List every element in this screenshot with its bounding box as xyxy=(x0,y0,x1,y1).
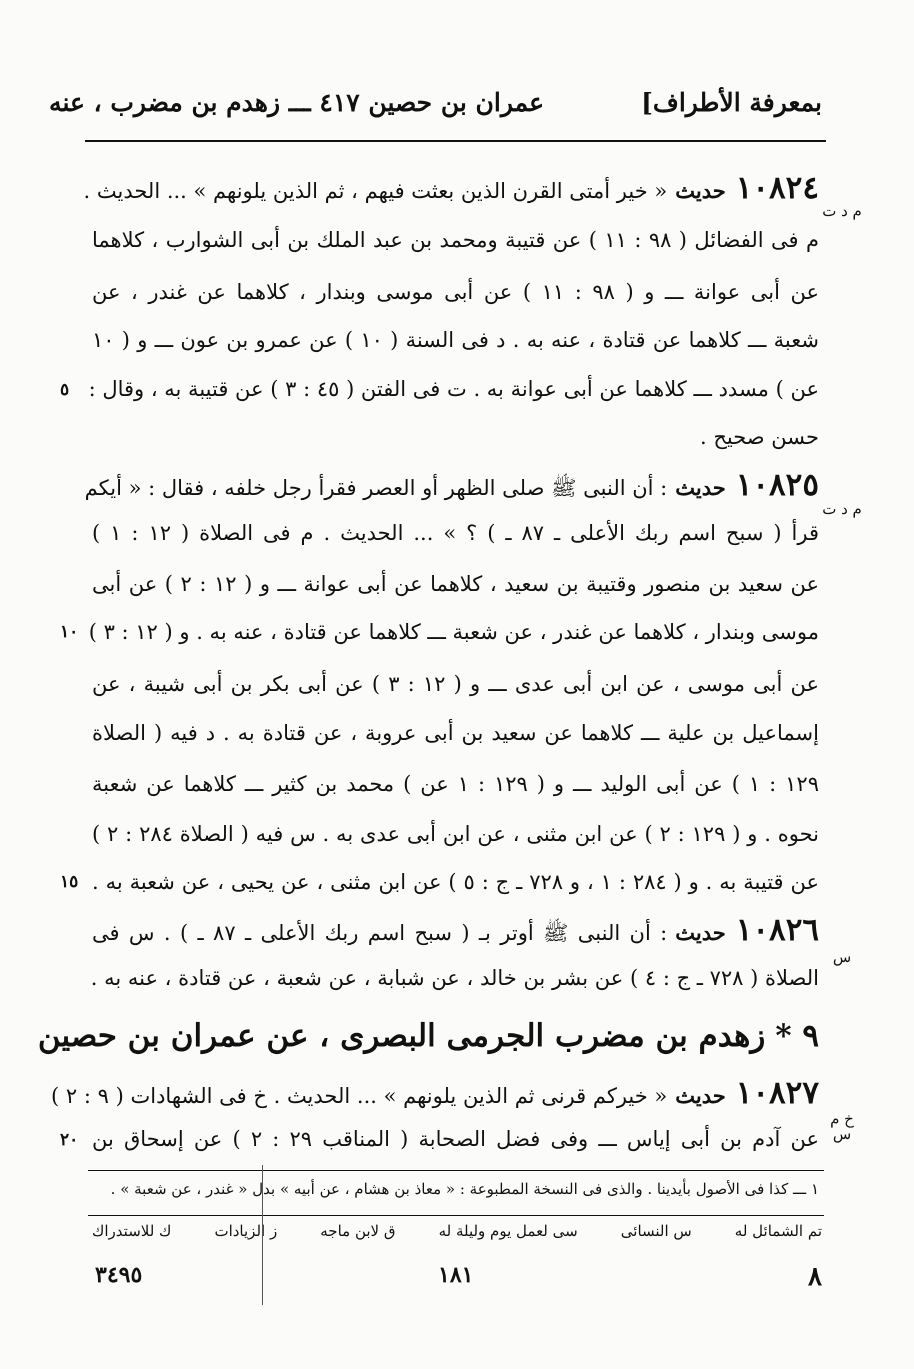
hadith-number: ١٠٨٢٥ xyxy=(735,467,819,503)
hadith-number: ١٠٨٢٧ xyxy=(735,1075,819,1111)
entry-heading: حديث xyxy=(675,178,726,203)
margin-siglum: م د ت xyxy=(822,202,862,220)
margin-siglum: س xyxy=(832,948,852,966)
abbr-item: ز الزيادات xyxy=(214,1222,278,1240)
line-number-10: ١٠ xyxy=(60,622,79,642)
running-header-center: عمران بن حصين ٤١٧ ـــ زهدم بن مضرب ، عنه xyxy=(49,88,544,117)
entry-10825-line-6: إسماعيل بن علية ـــ كلاهما عن سعيد بن أبى عروبة ، عن قتادة به . د فيه ( الصلاة xyxy=(92,721,819,745)
entry-text: : أن النبى ﷺ أوتر بـ ( سبح اسم ربك الأعلى ـ ٨٧ ـ ) . س فى xyxy=(92,921,668,945)
hadith-number: ١٠٨٢٤ xyxy=(735,170,819,206)
header-rule xyxy=(85,140,826,142)
entry-10825-line-4: موسى وبندار ، كلاهما عن غندر ، عن شعبة ـــ كلاهما عن قتادة ، عنه به . و ( ١٢ : ٣ ) xyxy=(88,620,819,644)
page-number: ١٨١ xyxy=(438,1262,474,1288)
running-header-right: بمعرفة الأطراف] xyxy=(641,88,822,117)
section-title-text: زهدم بن مضرب الجرمى البصرى ، عن عمران بن حصين xyxy=(37,1018,766,1054)
entry-heading: حديث xyxy=(675,920,726,945)
entry-text: « خير أمتى القرن الذين بعثت فيهم ، ثم الذين يلونهم » ... الحديث . xyxy=(83,179,668,203)
abbr-item: سى لعمل يوم وليلة له xyxy=(438,1222,578,1240)
entry-10824-line-3: عن أبى عوانة ـــ و ( ٩٨ : ١١ ) عن أبى موسى وبندار ، كلاهما عن غندر ، عن xyxy=(92,280,819,304)
entry-10827-line-2: عن آدم بن أبى إياس ـــ وفى فضل الصحابة ( المناقب ٢٩ : ٢ ) عن إسحاق بن xyxy=(92,1127,819,1151)
entry-10825-line-9: عن قتيبة به . و ( ٢٨٤ : ١ ، و ٧٢٨ ـ ج : ٥ ) عن ابن مثنى ، عن يحيى ، عن شعبة به . xyxy=(92,870,819,894)
entry-10827-line-1 xyxy=(51,1075,819,1111)
hadith-number: ١٠٨٢٦ xyxy=(735,912,820,948)
entry-10824-line-5: عن ) مسدد ـــ كلاهما عن أبى عوانة به . ت فى الفتن ( ٤٥ : ٣ ) عن قتيبة به ، وقال : xyxy=(88,377,819,401)
entry-10825-line-8: نحوه . و ( ١٢٩ : ٢ ) عن ابن مثنى ، عن ابن أبى عدى به . س فيه ( الصلاة ٢٨٤ : ٢ ) xyxy=(92,822,819,846)
scan-artifact-line xyxy=(262,1165,263,1305)
entry-10824-line-2: م فى الفضائل ( ٩٨ : ١١ ) عن قتيبة ومحمد بن عبد الملك بن أبى الشوارب ، كلاهما xyxy=(92,228,819,252)
section-heading xyxy=(37,1018,819,1054)
entry-10825-line-3: عن سعيد بن منصور وقتيبة بن سعيد ، كلاهما عن أبى عوانة ـــ و ( ١٢ : ٢ ) عن أبى xyxy=(92,572,819,596)
entry-text: : أن النبى ﷺ صلى الظهر أو العصر فقرأ رجل خلفه ، فقال : « أيكم xyxy=(84,476,668,500)
entry-10826-line-2: الصلاة ( ٧٢٨ ـ ج : ٤ ) عن بشر بن خالد ، عن شبابة ، عن شعبة ، عن قتادة ، عنه به . xyxy=(90,966,819,990)
entry-heading: حديث xyxy=(675,475,726,500)
abbr-item: ك للاستدراك xyxy=(92,1222,172,1240)
entry-10825-line-2: قرأ ( سبح اسم ربك الأعلى ـ ٨٧ ـ ) ؟ » ... الحديث . م فى الصلاة ( ١٢ : ١ ) xyxy=(92,521,819,545)
entry-10824-line-1 xyxy=(83,170,819,206)
entry-10825-line-1 xyxy=(84,467,819,506)
abbreviation-rule xyxy=(88,1215,824,1216)
abbr-item: ق لابن ماجه xyxy=(320,1222,396,1240)
abbreviation-key xyxy=(92,1222,822,1240)
entry-10825-line-5: عن أبى موسى ، عن ابن أبى عدى ـــ و ( ١٢ : ٣ ) عن أبى بكر بن أبى شيبة ، عن xyxy=(92,672,819,696)
entry-10825-line-7: ١٢٩ : ١ ) عن أبى الوليد ـــ و ( ١٢٩ : ١ عن ) محمد بن كثير ـــ كلاهما عن شعبة xyxy=(92,772,819,796)
margin-siglum: م د ت xyxy=(822,500,862,518)
line-number-15: ١٥ xyxy=(60,872,79,892)
line-number-5: ٥ xyxy=(60,380,70,400)
abbr-item: س النسائى xyxy=(620,1222,692,1240)
volume-page-number: ٣٤٩٥ xyxy=(95,1262,143,1288)
entry-10824-line-4: شعبة ـــ كلاهما عن قتادة ، عنه به . د فى السنة ( ١٠ ) عن عمرو بن عون ـــ و ( ١٠ xyxy=(92,328,819,352)
star-icon: * xyxy=(775,1018,792,1054)
entry-10826-line-1 xyxy=(92,912,819,951)
line-number-20: ٢٠ xyxy=(60,1130,79,1150)
section-marker: ٩ xyxy=(802,1018,819,1054)
entry-heading: حديث xyxy=(675,1083,726,1108)
entry-text: « خيركم قرنى ثم الذين يلونهم » ... الحديث . خ فى الشهادات ( ٩ : ٢ ) xyxy=(51,1084,668,1108)
margin-siglum: خ م س xyxy=(830,1110,854,1143)
footnote: ١ ـــ كذا فى الأصول بأيدينا . والذى فى النسخة المطبوعة : « معاذ بن هشام ، عن أبيه » بدل « غندر ، عن شعبة » . xyxy=(110,1180,819,1198)
abbr-item: تم الشمائل له xyxy=(734,1222,822,1240)
entry-10824-line-6: حسن صحيح . xyxy=(699,425,819,449)
page-signature: ٨ xyxy=(808,1262,822,1292)
footnote-rule xyxy=(88,1170,824,1171)
